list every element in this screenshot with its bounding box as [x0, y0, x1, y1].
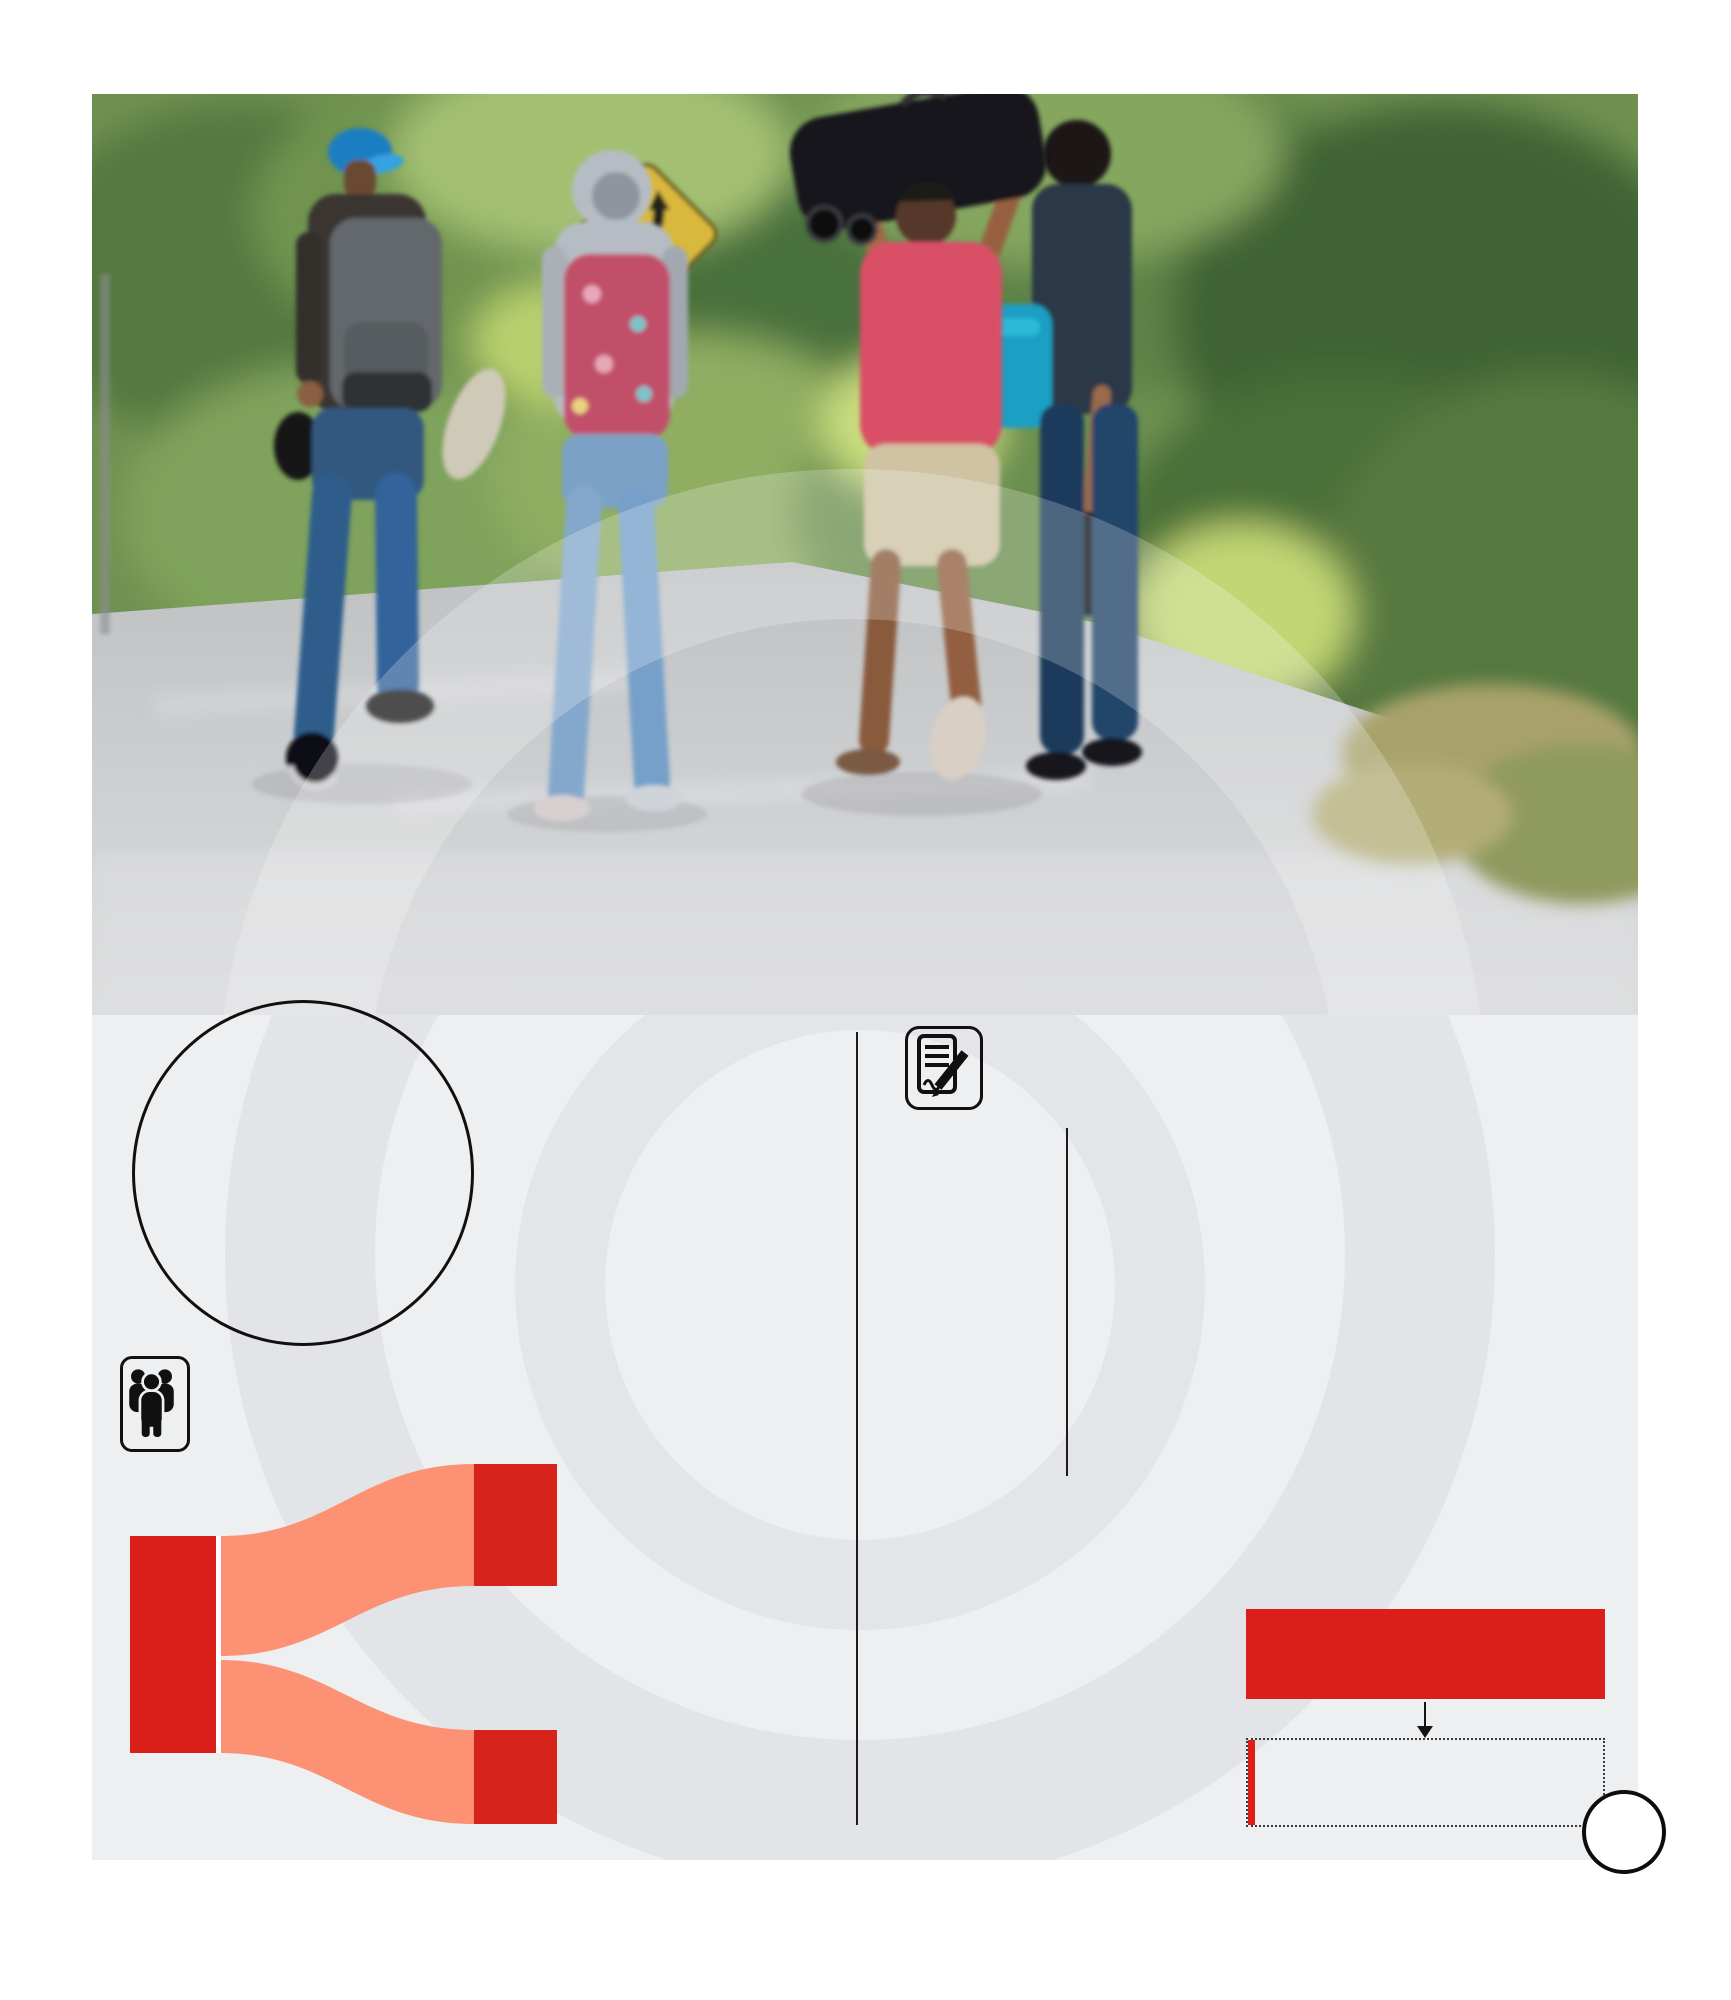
flow-regular	[220, 1660, 474, 1824]
bar-axis	[1066, 1128, 1068, 1476]
el-colombiano-logo	[1582, 1790, 1666, 1874]
total-label	[130, 1536, 216, 1753]
regular-bar	[474, 1730, 557, 1824]
column-divider	[856, 1032, 858, 1825]
completed-box	[1246, 1738, 1605, 1827]
flow-irregular	[220, 1464, 474, 1656]
completed-bar	[1248, 1740, 1255, 1825]
irregular-bar	[474, 1464, 557, 1586]
migrants-photo	[92, 94, 1638, 1015]
bar-flow-gap	[216, 1536, 221, 1753]
arrow-line	[1424, 1702, 1426, 1728]
utility-pole	[100, 274, 110, 634]
document-pen-icon	[905, 1026, 983, 1110]
people-icon	[120, 1356, 190, 1452]
photo-illustration	[92, 94, 1638, 1015]
intro-circle	[132, 1000, 474, 1346]
arrow-down-icon	[1417, 1726, 1433, 1738]
meta-bar	[1246, 1609, 1605, 1699]
